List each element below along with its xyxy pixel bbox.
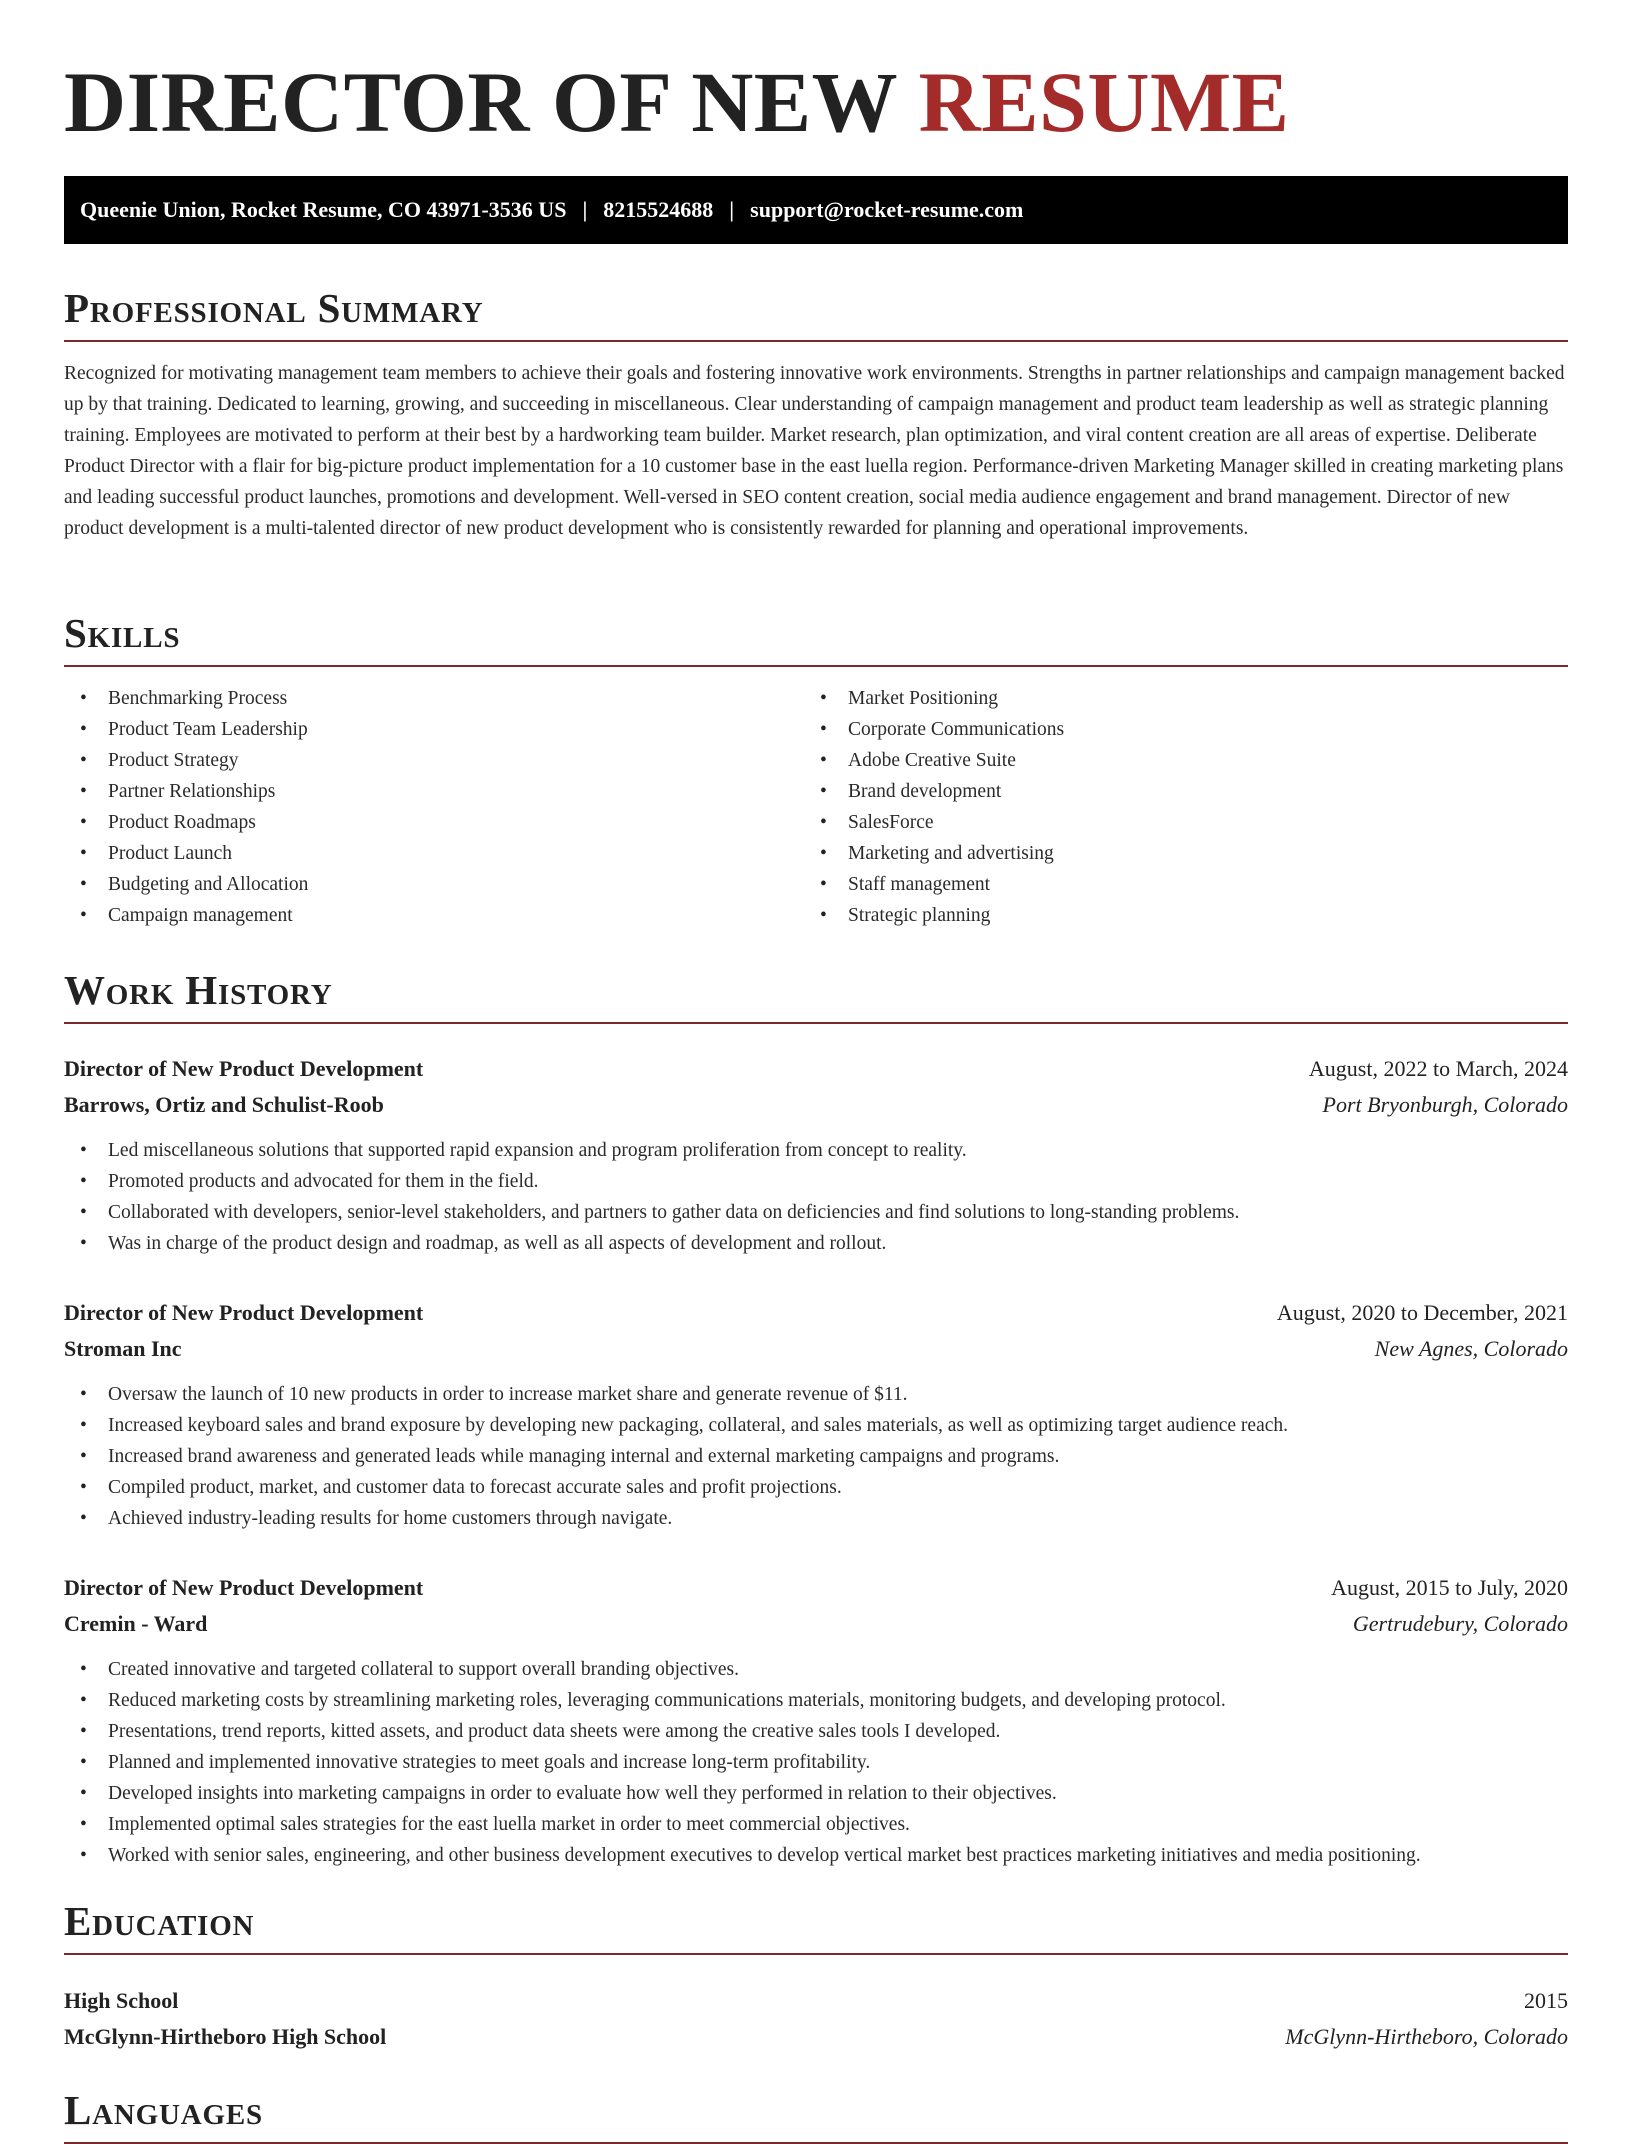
skill-item: • Campaign management xyxy=(64,900,804,931)
skills-columns xyxy=(64,683,1568,931)
job-bullet: • Worked with senior sales, engineering, and other business development executives to develop vertical market best practices marketing initiatives and media positioning. xyxy=(64,1840,1568,1871)
contact-phone: 8215524688 xyxy=(603,197,714,222)
education-entry xyxy=(64,1983,1568,2055)
skill-item: • Partner Relationships xyxy=(64,776,804,807)
skills-list-left xyxy=(64,683,804,931)
summary-section xyxy=(64,280,1568,544)
skill-item: • Product Strategy xyxy=(64,745,804,776)
skill-item: • Budgeting and Allocation xyxy=(64,869,804,900)
job-company-row xyxy=(64,1606,1568,1642)
job-company: Stroman Inc xyxy=(64,1336,182,1361)
job-bullet: • Oversaw the launch of 10 new products in order to increase market share and generate revenue of $11. xyxy=(64,1379,1568,1410)
job-location: Gertrudebury, Colorado xyxy=(1352,1611,1568,1636)
skill-item: • Product Roadmaps xyxy=(64,807,804,838)
job-title-row xyxy=(64,1051,1568,1087)
job-title-row xyxy=(64,1570,1568,1606)
contact-separator: | xyxy=(582,197,588,222)
contact-separator: | xyxy=(729,197,735,222)
job-bullet: • Led miscellaneous solutions that supported rapid expansion and program proliferation from concept to reality. xyxy=(64,1135,1568,1166)
job-company-row xyxy=(64,1331,1568,1367)
job-bullet: • Collaborated with developers, senior-level stakeholders, and partners to gather data on deficiencies and find solutions to long-standing problems. xyxy=(64,1197,1568,1228)
education-school-row xyxy=(64,2019,1568,2055)
languages-section xyxy=(64,2082,1568,2144)
job-bullets xyxy=(64,1654,1568,1871)
job-title: Director of New Product Development xyxy=(64,1575,424,1600)
job-bullet: • Compiled product, market, and customer data to forecast accurate sales and profit projections. xyxy=(64,1472,1568,1503)
skill-item: • Adobe Creative Suite xyxy=(804,745,1544,776)
skill-item: • Brand development xyxy=(804,776,1544,807)
job-bullet: • Created innovative and targeted collateral to support overall branding objectives. xyxy=(64,1654,1568,1685)
job-company: Barrows, Ortiz and Schulist-Roob xyxy=(64,1092,384,1117)
skill-item: • Product Launch xyxy=(64,838,804,869)
skill-item: • SalesForce xyxy=(804,807,1544,838)
title-main: DIRECTOR OF NEW xyxy=(64,54,897,150)
skill-item: • Corporate Communications xyxy=(804,714,1544,745)
contact-address: Queenie Union, Rocket Resume, CO 43971-3536 US xyxy=(80,197,567,222)
job-location: New Agnes, Colorado xyxy=(1374,1336,1568,1361)
education-degree: High School xyxy=(64,1988,179,2013)
skills-list-right xyxy=(804,683,1544,931)
job-company-row xyxy=(64,1087,1568,1123)
skill-item: • Staff management xyxy=(804,869,1544,900)
job-company: Cremin - Ward xyxy=(64,1611,208,1636)
job-entry xyxy=(64,1051,1568,1259)
title-accent: RESUME xyxy=(918,54,1290,150)
job-bullet: • Presentations, trend reports, kitted assets, and product data sheets were among the creative sales tools I developed. xyxy=(64,1716,1568,1747)
job-title-row xyxy=(64,1295,1568,1331)
job-title: Director of New Product Development xyxy=(64,1056,424,1081)
job-bullet: • Increased brand awareness and generated leads while managing internal and external marketing campaigns and programs. xyxy=(64,1441,1568,1472)
job-bullet: • Developed insights into marketing campaigns in order to evaluate how well they performed in relation to their objectives. xyxy=(64,1778,1568,1809)
summary-heading: Professional Summary xyxy=(64,280,1568,342)
contact-email: support@rocket-resume.com xyxy=(750,197,1024,222)
job-location: Port Bryonburgh, Colorado xyxy=(1322,1092,1568,1117)
job-entry xyxy=(64,1295,1568,1534)
job-bullet: • Implemented optimal sales strategies for the east luella market in order to meet commercial objectives. xyxy=(64,1809,1568,1840)
work-history-heading: Work History xyxy=(64,962,1568,1024)
education-school: McGlynn-Hirtheboro High School xyxy=(64,2024,387,2049)
job-title: Director of New Product Development xyxy=(64,1300,424,1325)
job-bullets xyxy=(64,1379,1568,1534)
job-bullet: • Planned and implemented innovative strategies to meet goals and increase long-term profitability. xyxy=(64,1747,1568,1778)
job-dates: August, 2022 to March, 2024 xyxy=(1308,1056,1568,1081)
skill-item: • Market Positioning xyxy=(804,683,1544,714)
job-bullet: • Was in charge of the product design and roadmap, as well as all aspects of development and rollout. xyxy=(64,1228,1568,1259)
job-entry xyxy=(64,1570,1568,1871)
job-bullets xyxy=(64,1135,1568,1259)
work-history-section xyxy=(64,962,1568,1024)
education-section xyxy=(64,1893,1568,1955)
skill-item: • Product Team Leadership xyxy=(64,714,804,745)
education-heading: Education xyxy=(64,1893,1568,1955)
skill-item: • Benchmarking Process xyxy=(64,683,804,714)
skill-item: • Strategic planning xyxy=(804,900,1544,931)
job-dates: August, 2020 to December, 2021 xyxy=(1276,1300,1568,1325)
education-location: McGlynn-Hirtheboro, Colorado xyxy=(1285,2024,1568,2049)
education-year: 2015 xyxy=(1524,1988,1568,2013)
summary-text: Recognized for motivating management team members to achieve their goals and fostering innovative work environments. Strengths in partner relationships and campaign management backed up by that training. Dedicated to learning, growing, and succeeding in miscellaneous. Clear understanding of campaign management and product team leadership as well as strategic planning training. Employees are motivated to perform at their best by a hardworking team builder. Market research, plan optimization, and viral content creation are all areas of expertise. Deliberate Product Director with a flair for big-picture product implementation for a 10 customer base in the east luella region. Performance-driven Marketing Manager skilled in creating marketing plans and leading successful product launches, promotions and development. Well-versed in SEO content creation, social media audience engagement and brand management. Director of new product development is a multi-talented director of new product development who is consistently rewarded for planning and operational improvements. xyxy=(64,363,1565,539)
job-bullet: • Promoted products and advocated for them in the field. xyxy=(64,1166,1568,1197)
job-bullet: • Reduced marketing costs by streamlining marketing roles, leveraging communications materials, monitoring budgets, and developing protocol. xyxy=(64,1685,1568,1716)
job-dates: August, 2015 to July, 2020 xyxy=(1331,1575,1568,1600)
skills-heading: Skills xyxy=(64,605,1568,667)
languages-heading: Languages xyxy=(64,2082,1568,2144)
skill-item: • Marketing and advertising xyxy=(804,838,1544,869)
contact-bar xyxy=(64,176,1568,244)
skills-section xyxy=(64,605,1568,931)
job-bullet: • Achieved industry-leading results for home customers through navigate. xyxy=(64,1503,1568,1534)
job-bullet: • Increased keyboard sales and brand exposure by developing new packaging, collateral, and sales materials, as well as optimizing target audience reach. xyxy=(64,1410,1568,1441)
education-degree-row xyxy=(64,1983,1568,2019)
resume-title xyxy=(64,52,1290,152)
